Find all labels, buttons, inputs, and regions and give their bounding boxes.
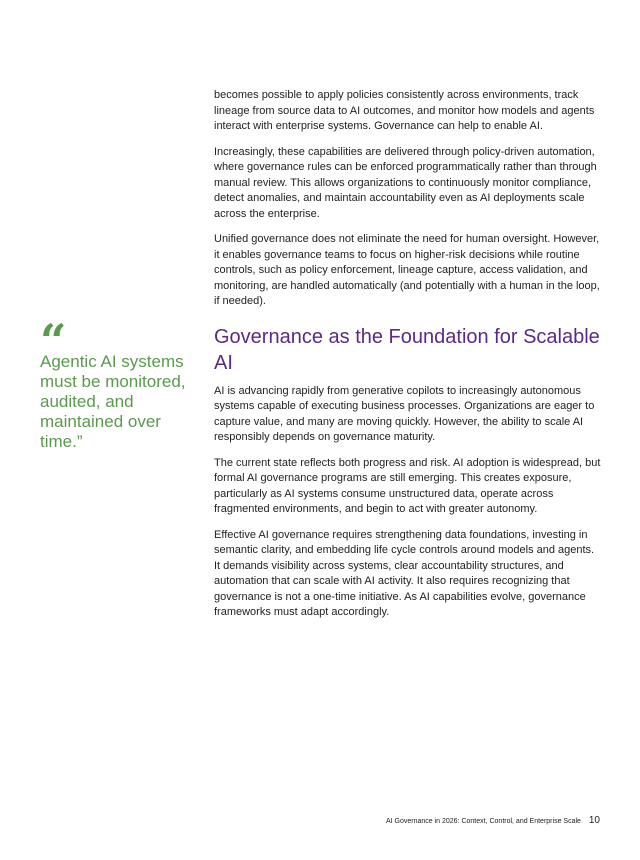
page-number: 10 — [588, 815, 600, 826]
intro-paragraph-2: Increasingly, these capabilities are delivered through policy-driven automation, where governance rules can be enforced programmatically rather than through manual review. This allows organizations to continuously monitor compliance, detect anomalies, and maintain accountability even as AI deployments scale across the enterprise. — [214, 145, 597, 220]
pull-quote-text: Agentic AI systems must be monitored, audited, and maintained over time.” — [40, 352, 186, 451]
page-footer — [386, 815, 600, 828]
main-content — [214, 88, 602, 631]
footer-title: AI Governance in 2026: Context, Control, and Enterprise Scale — [385, 818, 581, 825]
section-heading: Governance as the Foundation for Scalable AI — [214, 325, 600, 374]
intro-paragraph-3: Unified governance does not eliminate the need for human oversight. However, it enables governance teams to focus on higher-risk decisions while routine controls, such as policy enforcement, lineage capture, access validation, and monitoring, are handled automatically (and potentially with a human in the loop, if needed). — [214, 233, 600, 307]
section-paragraph-1: AI is advancing rapidly from generative copilots to increasingly autonomous systems capable of executing business processes. Organizations are eager to capture value, and many are moving quickly. However, the ability to scale AI responsibly depends on governance maturity. — [214, 384, 595, 443]
quote-mark-icon: “ — [40, 314, 67, 368]
section-paragraph-2: The current state reflects both progress and risk. AI adoption is widespread, but formal AI governance programs are still emerging. This creates exposure, particularly as AI systems consume unstructured data, operate across fragmented environments, and begin to act with greater autonomy. — [214, 456, 601, 515]
pull-quote — [40, 314, 188, 452]
intro-paragraph-1: becomes possible to apply policies consistently across environments, track lineage from source data to AI outcomes, and monitor how models and agents interact with enterprise systems. Governance can help to enable AI. — [214, 89, 595, 132]
section-paragraph-3: Effective AI governance requires strengthening data foundations, investing in semantic clarity, and embedding life cycle controls around models and agents. It demands visibility across systems, clear accountability structures, and automation that can scale with AI activity. It also requires recognizing that governance is not a one-time initiative. As AI capabilities evolve, governance frameworks must adapt accordingly. — [214, 528, 595, 618]
